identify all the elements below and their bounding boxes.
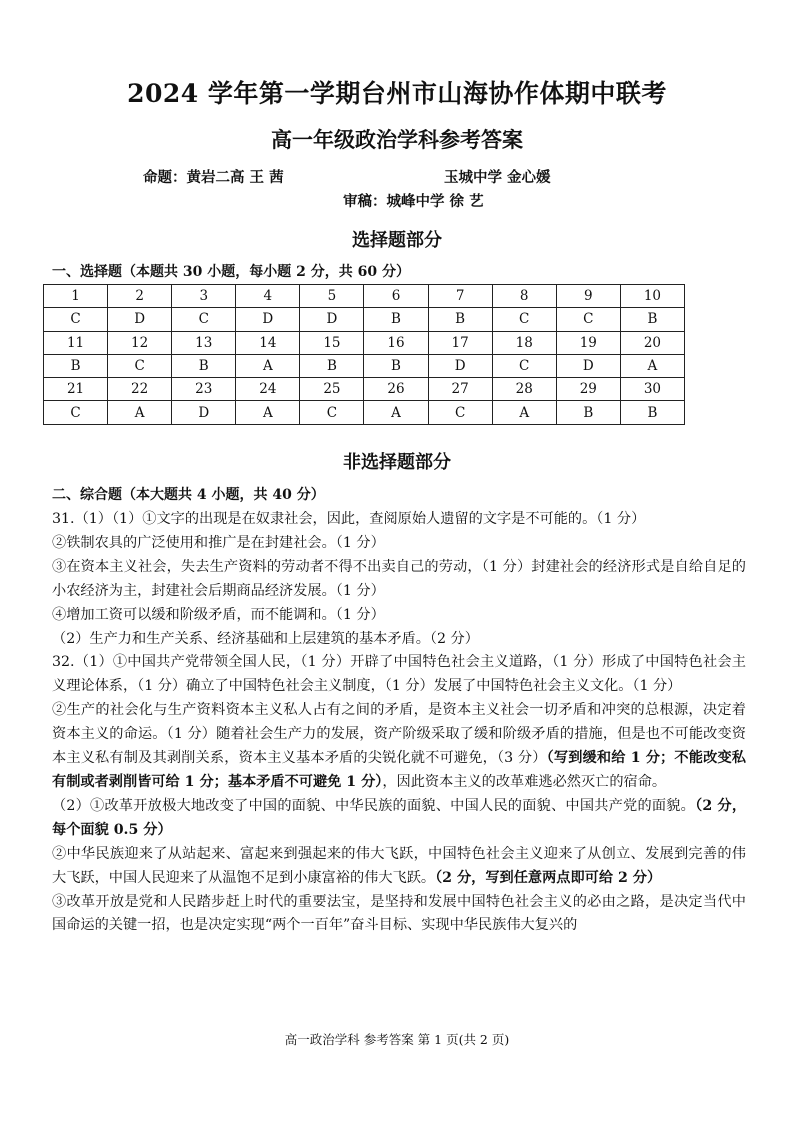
question-number-row bbox=[44, 331, 685, 354]
answer-cell: A bbox=[236, 354, 300, 377]
page-footer: 高一政治学科 参考答案 第 1 页(共 2 页) bbox=[284, 1032, 510, 1047]
question-number-cell: 29 bbox=[556, 378, 620, 401]
question-number-cell: 11 bbox=[44, 331, 108, 354]
page-subtitle: 高一年级政治学科参考答案 bbox=[271, 127, 523, 152]
question-number-cell: 5 bbox=[300, 285, 364, 308]
question-number-cell: 18 bbox=[492, 331, 556, 354]
answer-paragraph: ④增加工资可以缓和阶级矛盾，而不能调和。（1 分） bbox=[52, 606, 385, 623]
section-heading-nonchoice: 非选择题部分 bbox=[343, 452, 451, 473]
answer-cell: A bbox=[620, 354, 684, 377]
scoring-note: （2 分，写到任意两点即可给 2 分） bbox=[435, 869, 662, 886]
answer-cell: B bbox=[556, 401, 620, 424]
answer-table bbox=[43, 284, 685, 425]
question-number-cell: 2 bbox=[108, 285, 172, 308]
answer-cell: A bbox=[492, 401, 556, 424]
answer-cell: C bbox=[556, 308, 620, 331]
question-number-cell: 17 bbox=[428, 331, 492, 354]
answer-cell: C bbox=[428, 401, 492, 424]
answer-paragraph: ③改革开放是党和人民踏步赶上时代的重要法宝，是坚持和发展中国特色社会主义的必由之路，是决定当代中国命运的关键一招，也是决定实现“两个一百年”奋斗目标、实现中华民族伟大复兴的 bbox=[52, 893, 746, 934]
question-number-cell: 14 bbox=[236, 331, 300, 354]
question-number-cell: 15 bbox=[300, 331, 364, 354]
answer-cell: C bbox=[108, 354, 172, 377]
question-number-cell: 10 bbox=[620, 285, 684, 308]
question-number-cell: 30 bbox=[620, 378, 684, 401]
answer-cell: C bbox=[44, 308, 108, 331]
question-number-cell: 4 bbox=[236, 285, 300, 308]
answer-text: （2）①改革开放极大地改变了中国的面貌、中华民族的面貌、中国人民的面貌、中国共产党的面貌。 bbox=[52, 797, 696, 814]
answer-cell: D bbox=[428, 354, 492, 377]
question-number-cell: 7 bbox=[428, 285, 492, 308]
scoring-note: （写到缓和给 1 分；不能改变私有制或者剥削皆可给 1 分；基本矛盾不可避免 1 分） bbox=[52, 750, 746, 790]
question-number-cell: 25 bbox=[300, 378, 364, 401]
answer-cell: B bbox=[364, 308, 428, 331]
question-number-cell: 9 bbox=[556, 285, 620, 308]
section-heading-choice: 选择题部分 bbox=[352, 230, 442, 251]
answer-paragraph: ③在资本主义社会，失去生产资料的劳动者不得不出卖自己的劳动，（1 分）封建社会的经济形式是自给自足的小农经济为主，封建社会后期商品经济发展。（1 分） bbox=[52, 558, 746, 599]
question-number-cell: 20 bbox=[620, 331, 684, 354]
answer-paragraph bbox=[52, 699, 746, 795]
question-number-cell: 26 bbox=[364, 378, 428, 401]
answer-cell: C bbox=[172, 308, 236, 331]
question-number-cell: 23 bbox=[172, 378, 236, 401]
question-number-cell: 28 bbox=[492, 378, 556, 401]
answer-cell: B bbox=[620, 401, 684, 424]
answer-cell: B bbox=[44, 354, 108, 377]
answer-body bbox=[52, 508, 746, 938]
question-number-cell: 21 bbox=[44, 378, 108, 401]
answer-row bbox=[44, 308, 685, 331]
answer-cell: D bbox=[300, 308, 364, 331]
answer-text: ，因此资本主义的改革难逃必然灭亡的宿命。 bbox=[382, 773, 667, 790]
question-number-row bbox=[44, 285, 685, 308]
page-title: 2024 学年第一学期台州市山海协作体期中联考 bbox=[127, 79, 667, 108]
question-number-cell: 13 bbox=[172, 331, 236, 354]
question-number-cell: 3 bbox=[172, 285, 236, 308]
question-heading-choice: 一、选择题（本题共 30 小题，每小题 2 分，共 60 分） bbox=[52, 264, 410, 280]
answer-cell: B bbox=[172, 354, 236, 377]
answer-paragraph bbox=[52, 795, 746, 843]
answer-paragraph: （2）生产力和生产关系、经济基础和上层建筑的基本矛盾。（2 分） bbox=[52, 630, 479, 647]
answer-cell: D bbox=[556, 354, 620, 377]
question-number-row bbox=[44, 378, 685, 401]
answer-paragraph bbox=[52, 843, 746, 891]
answer-cell: A bbox=[108, 401, 172, 424]
question-number-cell: 24 bbox=[236, 378, 300, 401]
author-1: 命题：黄岩二高 王 茜 bbox=[143, 169, 284, 186]
answer-cell: B bbox=[620, 308, 684, 331]
answer-cell: A bbox=[236, 401, 300, 424]
answer-cell: A bbox=[364, 401, 428, 424]
answer-paragraph: ②铁制农具的广泛使用和推广是在封建社会。（1 分） bbox=[52, 534, 385, 551]
answer-paragraph: 31.（1）（1）①文字的出现是在奴隶社会，因此，查阅原始人遗留的文字是不可能的。（1 分） bbox=[52, 511, 646, 527]
answer-cell: B bbox=[300, 354, 364, 377]
scoring-note: （2 分，每个面貌 0.5 分） bbox=[52, 797, 747, 838]
question-number-cell: 27 bbox=[428, 378, 492, 401]
question-number-cell: 6 bbox=[364, 285, 428, 308]
question-number-cell: 16 bbox=[364, 331, 428, 354]
answer-cell: C bbox=[492, 308, 556, 331]
answer-cell: C bbox=[44, 401, 108, 424]
question-number-cell: 8 bbox=[492, 285, 556, 308]
answer-paragraph: 32.（1）①中国共产党带领全国人民，（1 分）开辟了中国特色社会主义道路，（1 分）形成了中国特色社会主义理论体系，（1 分）确立了中国特色社会主义制度，（1 分）发展了中国特色社会主义文化。（1 分） bbox=[52, 654, 746, 695]
answer-text: ②中华民族迎来了从站起来、富起来到强起来的伟大飞跃，中国特色社会主义迎来了从创立、发展到完善的伟大飞跃，中国人民迎来了从温饱不足到小康富裕的伟大飞跃。 bbox=[52, 845, 746, 886]
answer-cell: C bbox=[300, 401, 364, 424]
answer-cell: D bbox=[108, 308, 172, 331]
question-number-cell: 1 bbox=[44, 285, 108, 308]
question-number-cell: 19 bbox=[556, 331, 620, 354]
answer-row bbox=[44, 354, 685, 377]
answer-cell: C bbox=[492, 354, 556, 377]
answer-cell: B bbox=[364, 354, 428, 377]
answer-cell: D bbox=[236, 308, 300, 331]
answer-text: ②生产的社会化与生产资料资本主义私人占有之间的矛盾，是资本主义社会一切矛盾和冲突的总根源，决定着资本主义的命运。（1 分）随着社会生产力的发展，资产阶级采取了缓和阶级矛盾的措施，但是也不可能改变资本主义私有制及其剥削关系，资本主义基本矛盾的尖锐化就不可避免，（3 分） bbox=[52, 702, 746, 767]
question-number-cell: 12 bbox=[108, 331, 172, 354]
author-2: 玉城中学 金心媛 bbox=[444, 169, 551, 186]
answer-cell: B bbox=[428, 308, 492, 331]
answer-cell: D bbox=[172, 401, 236, 424]
question-number-cell: 22 bbox=[108, 378, 172, 401]
answer-row bbox=[44, 401, 685, 424]
reviewer: 审稿：城峰中学 徐 艺 bbox=[343, 193, 484, 210]
question-heading-comprehensive: 二、综合题（本大题共 4 小题，共 40 分） bbox=[52, 487, 325, 503]
